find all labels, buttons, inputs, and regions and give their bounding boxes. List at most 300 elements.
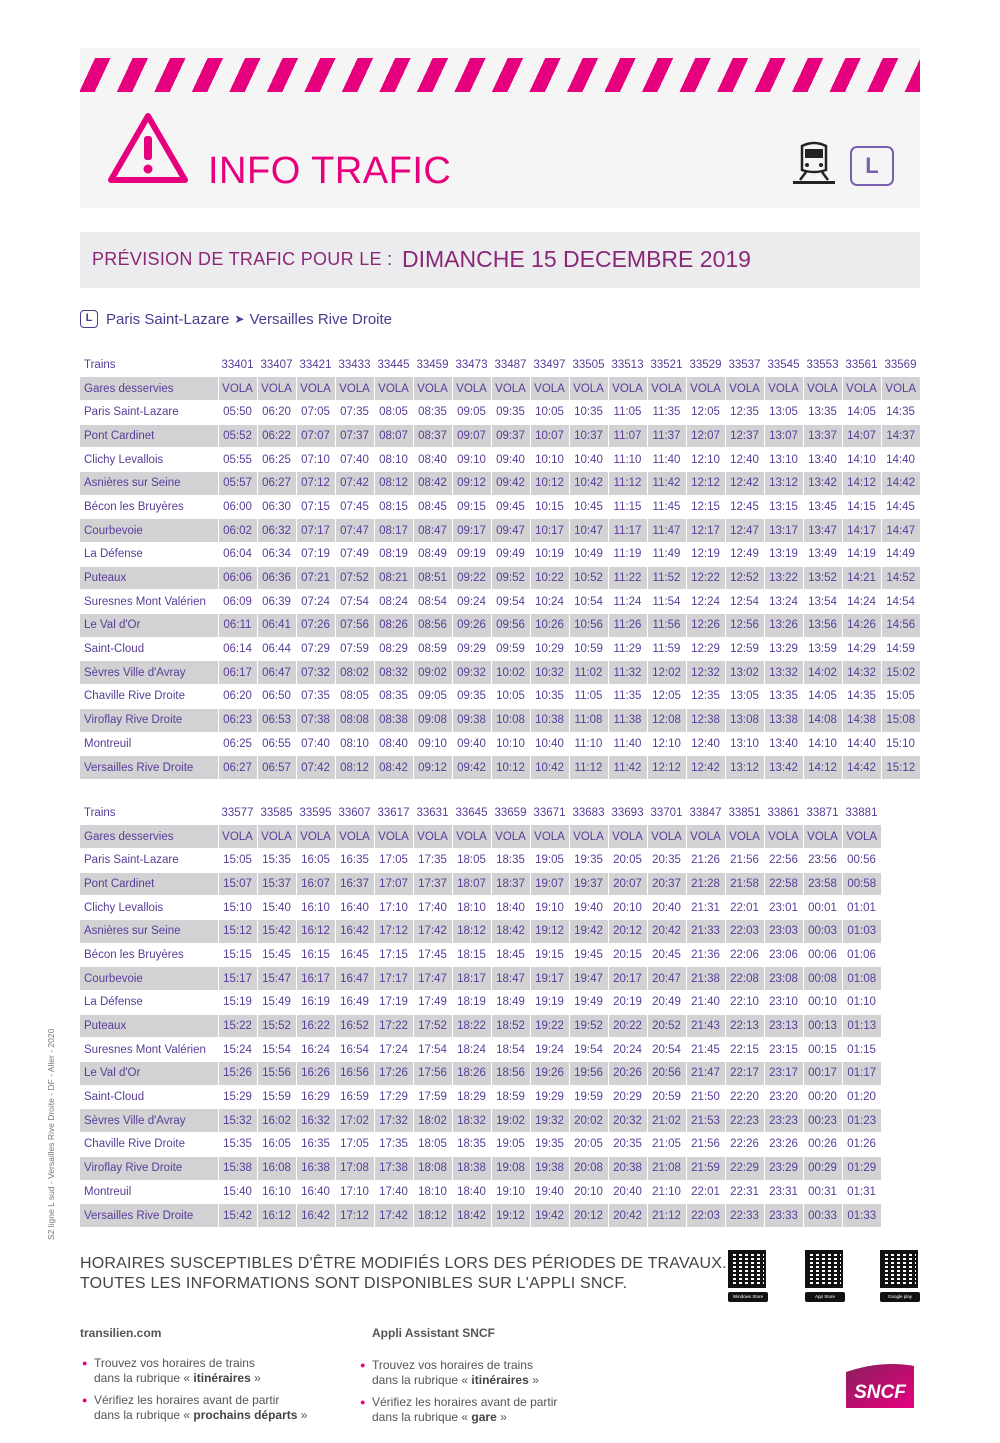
departure-time: 12:45 xyxy=(730,500,759,513)
qr-code-icon xyxy=(880,1250,918,1288)
departure-time: 20:19 xyxy=(613,996,642,1009)
departure-time: 00:01 xyxy=(808,901,837,914)
departure-time: 17:47 xyxy=(413,967,452,991)
departure-time: 09:12 xyxy=(413,756,452,780)
departure-time: 16:56 xyxy=(335,1062,374,1086)
departure-time: 07:10 xyxy=(301,453,330,466)
departure-time: 14:21 xyxy=(842,566,881,590)
forecast-date: DIMANCHE 15 DECEMBRE 2019 xyxy=(402,246,751,272)
departure-time: 15:12 xyxy=(881,756,920,780)
departure-time: 15:59 xyxy=(262,1091,291,1104)
departure-time: 08:24 xyxy=(379,595,408,608)
departure-time: 20:12 xyxy=(608,919,647,943)
departure-time: 11:35 xyxy=(652,406,681,419)
departure-time: 09:32 xyxy=(452,661,491,685)
departure-time: 10:22 xyxy=(530,566,569,590)
train-number: 33595 xyxy=(299,806,332,819)
departure-time: 19:12 xyxy=(530,919,569,943)
departure-time: 13:26 xyxy=(764,614,803,638)
departure-time: 14:02 xyxy=(803,661,842,685)
departure-time: 01:06 xyxy=(847,948,876,961)
departure-time: 08:59 xyxy=(418,643,447,656)
departure-time: 21:56 xyxy=(691,1138,720,1151)
station-name: Clichy Levallois xyxy=(84,901,164,914)
departure-time: 17:05 xyxy=(379,854,408,867)
departure-time: 16:24 xyxy=(301,1043,330,1056)
train-number: 33569 xyxy=(884,358,917,371)
trains-label: Trains xyxy=(84,358,116,371)
departure-time: 14:12 xyxy=(803,756,842,780)
departure-time: 13:42 xyxy=(764,756,803,780)
forecast-bar xyxy=(80,232,920,288)
mission-code: VOLA xyxy=(686,825,725,849)
departure-time: 08:54 xyxy=(418,595,447,608)
departure-time: 20:59 xyxy=(652,1091,681,1104)
departure-time: 22:01 xyxy=(691,1185,720,1198)
document-reference: S2 ligne L sud - Versailles Rive Droite - DF - Aller - 2020 xyxy=(46,1028,56,1240)
departure-time: 15:56 xyxy=(257,1062,296,1086)
departure-time: 06:47 xyxy=(257,661,296,685)
departure-time: 17:10 xyxy=(340,1185,369,1198)
departure-time: 14:10 xyxy=(847,453,876,466)
departure-time: 14:59 xyxy=(886,643,915,656)
departure-time: 11:42 xyxy=(647,471,686,495)
station-row xyxy=(80,614,920,638)
departure-time: 17:40 xyxy=(379,1185,408,1198)
station-name: Bécon les Bruyères xyxy=(84,500,184,513)
windows-store-badge[interactable]: Windows Store xyxy=(728,1292,768,1302)
station-name: Saint-Cloud xyxy=(84,643,145,656)
station-name: Pont Cardinet xyxy=(80,424,218,448)
train-number: 33553 xyxy=(806,358,839,371)
departure-time: 09:29 xyxy=(457,643,486,656)
departure-time: 08:38 xyxy=(374,708,413,732)
departure-time: 09:40 xyxy=(457,737,486,750)
departure-time: 21:12 xyxy=(647,1204,686,1228)
departure-time: 10:42 xyxy=(569,471,608,495)
departure-time: 09:07 xyxy=(452,424,491,448)
departure-time: 06:44 xyxy=(262,643,291,656)
departure-time: 16:02 xyxy=(257,1109,296,1133)
departure-time: 12:12 xyxy=(686,471,725,495)
train-number: 33881 xyxy=(845,806,878,819)
station-name: Versailles Rive Droite xyxy=(80,1204,218,1228)
train-icon xyxy=(790,140,838,188)
departure-time: 11:40 xyxy=(652,453,681,466)
departure-time: 09:17 xyxy=(452,519,491,543)
departure-time: 09:59 xyxy=(496,643,525,656)
departure-time: 18:10 xyxy=(457,901,486,914)
departure-time: 12:52 xyxy=(725,566,764,590)
departure-time: 13:17 xyxy=(764,519,803,543)
departure-time: 07:38 xyxy=(296,708,335,732)
mission-code: VOLA xyxy=(335,377,374,401)
departure-time: 14:35 xyxy=(886,406,915,419)
departure-time: 12:40 xyxy=(730,453,759,466)
departure-time: 17:40 xyxy=(418,901,447,914)
departure-time: 08:51 xyxy=(413,566,452,590)
departure-time: 10:40 xyxy=(574,453,603,466)
station-row xyxy=(80,896,881,920)
departure-time: 09:10 xyxy=(457,453,486,466)
departure-time: 10:35 xyxy=(574,406,603,419)
departure-time: 16:10 xyxy=(262,1185,291,1198)
departure-time: 23:23 xyxy=(764,1109,803,1133)
departure-time: 11:59 xyxy=(652,643,681,656)
departure-time: 14:56 xyxy=(881,614,920,638)
station-name: Sèvres Ville d'Avray xyxy=(80,1109,218,1133)
timetable-morning xyxy=(80,353,920,780)
departure-time: 22:10 xyxy=(730,996,759,1009)
departure-time: 16:47 xyxy=(335,967,374,991)
train-number: 33659 xyxy=(494,806,527,819)
departure-time: 12:17 xyxy=(686,519,725,543)
departure-time: 22:58 xyxy=(764,872,803,896)
train-number: 33861 xyxy=(767,806,800,819)
train-number: 33617 xyxy=(377,806,410,819)
departure-time: 09:49 xyxy=(496,548,525,561)
departure-time: 11:47 xyxy=(647,519,686,543)
departure-time: 09:19 xyxy=(457,548,486,561)
mission-code: VOLA xyxy=(647,377,686,401)
departure-time: 13:32 xyxy=(764,661,803,685)
departure-time: 18:49 xyxy=(496,996,525,1009)
departure-time: 12:47 xyxy=(725,519,764,543)
departure-time: 12:08 xyxy=(647,708,686,732)
departure-time: 07:42 xyxy=(296,756,335,780)
departure-time: 17:35 xyxy=(379,1138,408,1151)
departure-time: 06:14 xyxy=(223,643,252,656)
route-origin: Paris Saint-Lazare xyxy=(106,310,230,328)
mission-code: VOLA xyxy=(803,377,842,401)
qr-code-icon xyxy=(805,1250,843,1288)
departure-time: 10:37 xyxy=(569,424,608,448)
train-number: 33607 xyxy=(338,806,371,819)
departure-time: 11:26 xyxy=(608,614,647,638)
departure-time: 01:33 xyxy=(842,1204,881,1228)
station-name: Saint-Cloud xyxy=(84,1091,145,1104)
departure-time: 09:15 xyxy=(457,500,486,513)
departure-time: 09:42 xyxy=(452,756,491,780)
departure-time: 13:24 xyxy=(769,595,798,608)
departure-time: 20:02 xyxy=(569,1109,608,1133)
train-number: 33487 xyxy=(494,358,527,371)
departure-time: 08:10 xyxy=(340,737,369,750)
departure-time: 12:59 xyxy=(730,643,759,656)
departure-time: 19:47 xyxy=(569,967,608,991)
departure-time: 13:42 xyxy=(803,471,842,495)
departure-time: 16:59 xyxy=(340,1091,369,1104)
station-name: Le Val d'Or xyxy=(80,1062,218,1086)
departure-time: 12:15 xyxy=(691,500,720,513)
departure-time: 19:02 xyxy=(491,1109,530,1133)
departure-time: 16:42 xyxy=(335,919,374,943)
departure-time: 23:31 xyxy=(769,1185,798,1198)
station-name: Sèvres Ville d'Avray xyxy=(80,661,218,685)
departure-time: 19:26 xyxy=(530,1062,569,1086)
departure-time: 18:45 xyxy=(496,948,525,961)
train-number: 33529 xyxy=(689,358,722,371)
departure-time: 20:05 xyxy=(574,1138,603,1151)
departure-time: 14:40 xyxy=(886,453,915,466)
departure-time: 19:22 xyxy=(530,1014,569,1038)
departure-time: 21:05 xyxy=(652,1138,681,1151)
departure-time: 15:37 xyxy=(257,872,296,896)
departure-time: 00:06 xyxy=(808,948,837,961)
departure-time: 09:40 xyxy=(496,453,525,466)
departure-time: 23:58 xyxy=(803,872,842,896)
departure-time: 15:35 xyxy=(223,1138,252,1151)
departure-time: 08:47 xyxy=(413,519,452,543)
departure-time: 18:47 xyxy=(491,967,530,991)
departure-time: 19:29 xyxy=(535,1091,564,1104)
departure-time: 00:29 xyxy=(803,1156,842,1180)
departure-time: 12:42 xyxy=(686,756,725,780)
departure-time: 23:08 xyxy=(764,967,803,991)
station-name: Paris Saint-Lazare xyxy=(84,406,179,419)
departure-time: 12:10 xyxy=(691,453,720,466)
departure-time: 19:52 xyxy=(569,1014,608,1038)
departure-time: 07:56 xyxy=(335,614,374,638)
station-name: Bécon les Bruyères xyxy=(84,948,184,961)
departure-time: 22:01 xyxy=(730,901,759,914)
departure-time: 14:49 xyxy=(886,548,915,561)
departure-time: 22:26 xyxy=(730,1138,759,1151)
departure-time: 20:35 xyxy=(613,1138,642,1151)
departure-time: 19:56 xyxy=(569,1062,608,1086)
google-play-badge[interactable]: Google play xyxy=(880,1292,920,1302)
departure-time: 00:23 xyxy=(803,1109,842,1133)
departure-time: 15:29 xyxy=(223,1091,252,1104)
departure-time: 10:10 xyxy=(496,737,525,750)
station-name: Puteaux xyxy=(80,1014,218,1038)
mission-code: VOLA xyxy=(569,377,608,401)
departure-time: 12:40 xyxy=(691,737,720,750)
departure-time: 19:38 xyxy=(530,1156,569,1180)
departure-time: 08:32 xyxy=(374,661,413,685)
departure-time: 18:26 xyxy=(452,1062,491,1086)
works-notice-line1: HORAIRES SUSCEPTIBLES D'ÊTRE MODIFIÉS LORS DES PÉRIODES DE TRAVAUX. xyxy=(80,1255,727,1272)
departure-time: 10:10 xyxy=(535,453,564,466)
departure-time: 23:29 xyxy=(764,1156,803,1180)
departure-time: 18:37 xyxy=(491,872,530,896)
route-line-badge: L xyxy=(80,310,98,328)
departure-time: 12:24 xyxy=(691,595,720,608)
departure-time: 10:45 xyxy=(574,500,603,513)
departure-time: 19:54 xyxy=(574,1043,603,1056)
departure-time: 14:47 xyxy=(881,519,920,543)
mission-label: Gares desservies xyxy=(80,825,218,849)
departure-time: 18:08 xyxy=(413,1156,452,1180)
departure-time: 21:38 xyxy=(686,967,725,991)
departure-time: 21:10 xyxy=(652,1185,681,1198)
departure-time: 08:05 xyxy=(340,690,369,703)
departure-time: 11:42 xyxy=(608,756,647,780)
departure-time: 11:56 xyxy=(647,614,686,638)
departure-time: 12:10 xyxy=(652,737,681,750)
warning-icon xyxy=(106,110,190,186)
departure-time: 11:05 xyxy=(574,690,603,703)
train-number: 33401 xyxy=(221,358,254,371)
train-number: 33505 xyxy=(572,358,605,371)
departure-time: 18:35 xyxy=(457,1138,486,1151)
departure-time: 09:05 xyxy=(418,690,447,703)
departure-time: 05:55 xyxy=(223,453,252,466)
mission-code: VOLA xyxy=(725,825,764,849)
app-store-badge[interactable]: App Store xyxy=(805,1292,845,1302)
station-row xyxy=(80,1062,881,1086)
departure-time: 19:32 xyxy=(530,1109,569,1133)
departure-time: 12:26 xyxy=(686,614,725,638)
train-number: 33847 xyxy=(689,806,722,819)
station-name: Chaville Rive Droite xyxy=(84,1138,185,1151)
departure-time: 20:42 xyxy=(647,919,686,943)
departure-time: 10:56 xyxy=(569,614,608,638)
mission-code: VOLA xyxy=(803,825,842,849)
train-number-row xyxy=(80,353,920,377)
departure-time: 23:20 xyxy=(769,1091,798,1104)
departure-time: 06:04 xyxy=(223,548,252,561)
departure-time: 16:05 xyxy=(301,854,330,867)
departure-time: 19:08 xyxy=(491,1156,530,1180)
departure-time: 09:52 xyxy=(491,566,530,590)
departure-time: 14:32 xyxy=(842,661,881,685)
departure-time: 19:35 xyxy=(574,854,603,867)
departure-time: 21:56 xyxy=(730,854,759,867)
departure-time: 14:42 xyxy=(842,756,881,780)
departure-time: 23:26 xyxy=(769,1138,798,1151)
station-name: Courbevoie xyxy=(80,519,218,543)
departure-time: 21:31 xyxy=(691,901,720,914)
departure-time: 13:19 xyxy=(769,548,798,561)
mission-code: VOLA xyxy=(842,825,881,849)
station-row xyxy=(80,1038,881,1062)
departure-time: 06:34 xyxy=(262,548,291,561)
departure-time: 06:20 xyxy=(223,690,252,703)
departure-time: 20:47 xyxy=(647,967,686,991)
train-number: 33585 xyxy=(260,806,293,819)
departure-time: 23:01 xyxy=(769,901,798,914)
qr-google-play[interactable] xyxy=(880,1250,920,1302)
departure-time: 08:10 xyxy=(379,453,408,466)
departure-time: 17:07 xyxy=(374,872,413,896)
qr-app-store[interactable] xyxy=(805,1250,845,1302)
mission-code: VOLA xyxy=(842,377,881,401)
departure-time: 08:42 xyxy=(413,471,452,495)
departure-time: 15:40 xyxy=(262,901,291,914)
departure-time: 00:20 xyxy=(808,1091,837,1104)
departure-time: 20:38 xyxy=(608,1156,647,1180)
station-row xyxy=(80,848,881,872)
departure-time: 20:07 xyxy=(608,872,647,896)
departure-time: 18:56 xyxy=(491,1062,530,1086)
departure-time: 01:15 xyxy=(847,1043,876,1056)
station-row xyxy=(80,424,920,448)
station-row xyxy=(80,637,920,661)
departure-time: 13:35 xyxy=(769,690,798,703)
departure-time: 17:02 xyxy=(335,1109,374,1133)
page-title: INFO TRAFIC xyxy=(208,150,452,192)
departure-time: 17:38 xyxy=(374,1156,413,1180)
departure-time: 08:42 xyxy=(374,756,413,780)
departure-time: 09:22 xyxy=(452,566,491,590)
station-row xyxy=(80,967,881,991)
departure-time: 10:08 xyxy=(491,708,530,732)
app-tip-itineraries: ● Trouvez vos horaires de trains dans la rubrique « itinéraires » xyxy=(360,1358,539,1388)
mission-code: VOLA xyxy=(686,377,725,401)
departure-time: 11:32 xyxy=(608,661,647,685)
departure-time: 20:26 xyxy=(608,1062,647,1086)
departure-time: 11:10 xyxy=(613,453,642,466)
departure-time: 22:08 xyxy=(725,967,764,991)
departure-time: 17:52 xyxy=(413,1014,452,1038)
train-number: 33693 xyxy=(611,806,644,819)
departure-time: 19:37 xyxy=(569,872,608,896)
departure-time: 07:19 xyxy=(301,548,330,561)
departure-time: 16:26 xyxy=(296,1062,335,1086)
departure-time: 07:17 xyxy=(296,519,335,543)
station-row xyxy=(80,1133,881,1157)
departure-time: 08:12 xyxy=(335,756,374,780)
departure-time: 15:42 xyxy=(218,1204,257,1228)
departure-time: 21:33 xyxy=(686,919,725,943)
station-row xyxy=(80,519,920,543)
footer-site-link[interactable]: transilien.com xyxy=(80,1326,162,1340)
departure-time: 16:19 xyxy=(301,996,330,1009)
departure-time: 00:13 xyxy=(803,1014,842,1038)
departure-time: 10:49 xyxy=(574,548,603,561)
train-number: 33473 xyxy=(455,358,488,371)
departure-time: 09:35 xyxy=(496,406,525,419)
departure-time: 07:59 xyxy=(340,643,369,656)
departure-time: 06:27 xyxy=(218,756,257,780)
station-name: Chaville Rive Droite xyxy=(84,690,185,703)
qr-windows-store[interactable] xyxy=(728,1250,768,1302)
departure-time: 10:59 xyxy=(574,643,603,656)
departure-time: 10:40 xyxy=(535,737,564,750)
mission-code: VOLA xyxy=(608,377,647,401)
departure-time: 14:45 xyxy=(886,500,915,513)
departure-time: 20:29 xyxy=(613,1091,642,1104)
departure-time: 11:37 xyxy=(647,424,686,448)
station-name: Asnières sur Seine xyxy=(80,919,218,943)
departure-time: 21:47 xyxy=(686,1062,725,1086)
departure-time: 11:54 xyxy=(652,595,681,608)
departure-time: 13:10 xyxy=(769,453,798,466)
departure-time: 16:17 xyxy=(296,967,335,991)
departure-time: 16:35 xyxy=(301,1138,330,1151)
departure-time: 19:35 xyxy=(535,1138,564,1151)
departure-time: 00:31 xyxy=(808,1185,837,1198)
station-name: Paris Saint-Lazare xyxy=(84,854,179,867)
train-number: 33701 xyxy=(650,806,683,819)
station-name: Suresnes Mont Valérien xyxy=(84,1043,206,1056)
departure-time: 08:15 xyxy=(379,500,408,513)
departure-time: 16:32 xyxy=(296,1109,335,1133)
departure-time: 18:10 xyxy=(418,1185,447,1198)
departure-time: 09:45 xyxy=(496,500,525,513)
station-row xyxy=(80,1109,881,1133)
departure-time: 14:40 xyxy=(847,737,876,750)
departure-time: 18:02 xyxy=(413,1109,452,1133)
departure-time: 18:38 xyxy=(452,1156,491,1180)
departure-time: 08:35 xyxy=(379,690,408,703)
mission-code: VOLA xyxy=(491,377,530,401)
departure-time: 22:33 xyxy=(725,1204,764,1228)
departure-time: 19:19 xyxy=(535,996,564,1009)
departure-time: 19:12 xyxy=(491,1204,530,1228)
departure-time: 13:08 xyxy=(725,708,764,732)
